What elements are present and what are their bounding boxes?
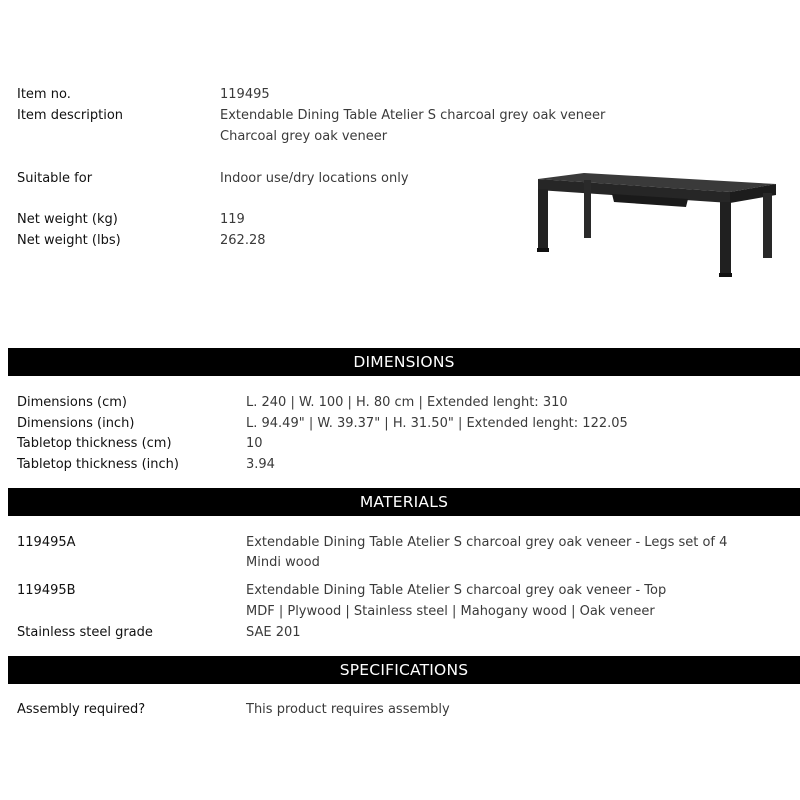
product-image xyxy=(532,172,780,282)
net-weight-lbs-label: Net weight (lbs) xyxy=(17,233,121,248)
material-b-line2: MDF | Plywood | Stainless steel | Mahogany wood | Oak veneer xyxy=(246,604,655,619)
item-description-line1: Extendable Dining Table Atelier S charcoal grey oak veneer xyxy=(220,108,606,123)
assembly-required-label: Assembly required? xyxy=(17,702,146,717)
foot-front-right xyxy=(719,273,732,277)
dimensions-cm-value: L. 240 | W. 100 | H. 80 cm | Extended lenght: 310 xyxy=(246,395,568,410)
material-a-line1: Extendable Dining Table Atelier S charcoal grey oak veneer - Legs set of 4 xyxy=(246,535,728,550)
net-weight-kg-value: 119 xyxy=(220,212,245,227)
item-no-value: 119495 xyxy=(220,87,270,102)
dimensions-inch-value: L. 94.49" | W. 39.37" | H. 31.50" | Extended lenght: 122.05 xyxy=(246,416,628,431)
stainless-steel-grade-label: Stainless steel grade xyxy=(17,625,153,640)
materials-header: MATERIALS xyxy=(8,488,800,516)
foot-front-left xyxy=(537,248,549,252)
tabletop-thickness-cm-value: 10 xyxy=(246,436,263,451)
dimensions-inch-label: Dimensions (inch) xyxy=(17,416,135,431)
suitable-for-value: Indoor use/dry locations only xyxy=(220,171,409,186)
stainless-steel-grade-value: SAE 201 xyxy=(246,625,301,640)
leg-back-right xyxy=(763,193,772,258)
assembly-required-value: This product requires assembly xyxy=(246,702,450,717)
material-a-label: 119495A xyxy=(17,535,76,550)
dimensions-cm-label: Dimensions (cm) xyxy=(17,395,127,410)
net-weight-lbs-value: 262.28 xyxy=(220,233,266,248)
item-description-label: Item description xyxy=(17,108,124,123)
tabletop-thickness-inch-label: Tabletop thickness (inch) xyxy=(17,457,179,472)
item-no-label: Item no. xyxy=(17,87,71,102)
net-weight-kg-label: Net weight (kg) xyxy=(17,212,118,227)
item-description-line2: Charcoal grey oak veneer xyxy=(220,129,388,144)
material-b-label: 119495B xyxy=(17,583,76,598)
leg-back-left xyxy=(584,180,591,238)
tabletop-thickness-inch-value: 3.94 xyxy=(246,457,275,472)
dimensions-header: DIMENSIONS xyxy=(8,348,800,376)
material-a-line2: Mindi wood xyxy=(246,555,320,570)
suitable-for-label: Suitable for xyxy=(17,171,93,186)
tabletop-thickness-cm-label: Tabletop thickness (cm) xyxy=(17,436,172,451)
leg-front-left xyxy=(538,189,548,251)
specifications-header: SPECIFICATIONS xyxy=(8,656,800,684)
material-b-line1: Extendable Dining Table Atelier S charcoal grey oak veneer - Top xyxy=(246,583,667,598)
leg-front-right xyxy=(720,202,731,276)
